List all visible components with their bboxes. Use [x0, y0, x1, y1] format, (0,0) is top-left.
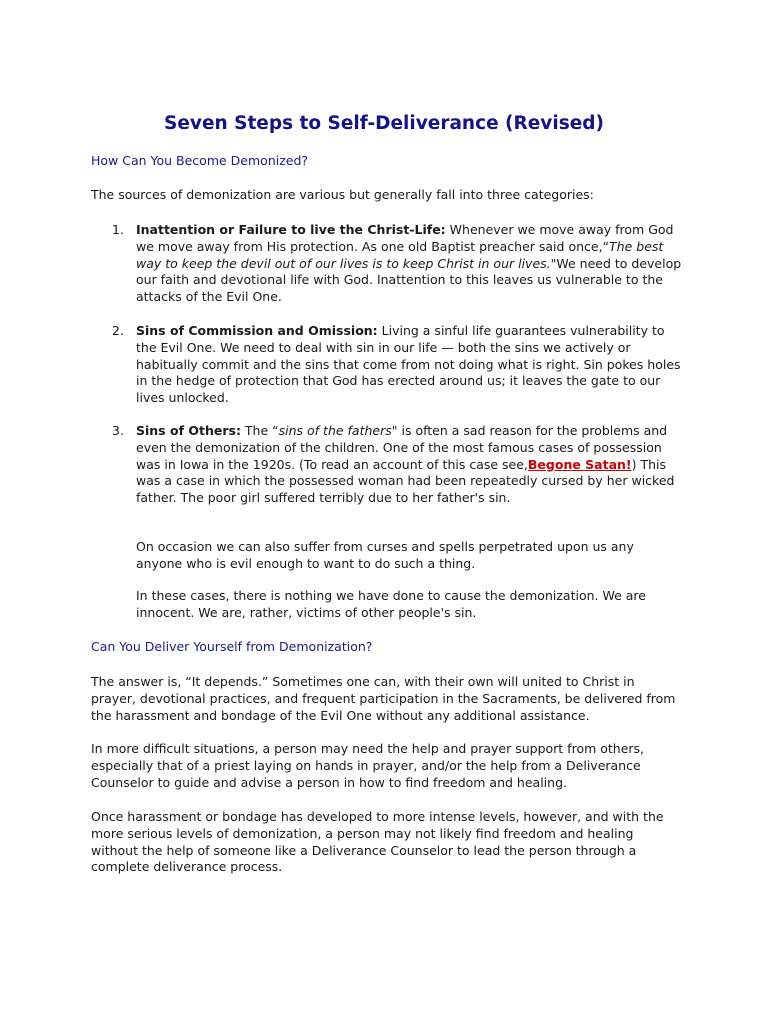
list-number: 1.	[112, 222, 124, 237]
item-term: Sins of Others:	[136, 423, 241, 438]
list-number: 3.	[112, 423, 124, 438]
list-item-body	[136, 222, 684, 306]
item-text: ) This was a case in which the possessed woman had been repeatedly cursed by her wicked father. The poor girl suffered terribly due to her father's sin.	[136, 456, 675, 506]
item-3-paragraph-3: In these cases, there is nothing we have done to cause the demonization. We are innocent. We are, rather, victims of other people's sin.	[136, 588, 646, 620]
item-3-paragraph-2: On occasion we can also suffer from curses and spells perpetrated upon us any anyone who is evil enough to want to do such a thing.	[136, 539, 634, 571]
item-text: " is often a sad reason for the problems and even the demonization of the children. One of the most famous cases of possession was in Iowa in the 1920s. (To read an account of this case see,	[136, 423, 668, 472]
page-title: Seven Steps to Self-Deliverance (Revised)	[164, 113, 604, 134]
difficult-situations-paragraph: In more difficult situations, a person may need the help and prayer support from others, especially that of a priest laying on hands in prayer, and/or the help from a Deliverance Counselor to guide and advise a person in how to find freedom and healing.	[91, 741, 645, 790]
intro-paragraph: The sources of demonization are various but generally fall into three categories:	[91, 187, 594, 202]
item-text: "We need to develop our faith and devotional life with God. Inattention to this leaves us vulnerable to the attacks of the Evil One.	[136, 255, 682, 305]
item-term: Sins of Commission and Omission:	[136, 323, 378, 338]
item-term: Inattention or Failure to live the Christ-Life:	[136, 222, 446, 237]
list-item-body	[136, 323, 684, 407]
list-number: 2.	[112, 323, 124, 338]
begone-satan-link[interactable]: Begone Satan!	[527, 456, 632, 472]
answer-paragraph: The answer is, “It depends.” Sometimes one can, with their own will united to Christ in prayer, devotional practices, and frequent participation in the Sacraments, be delivered from the harassment and bondage of the Evil One without any additional assistance.	[91, 674, 676, 723]
section-heading-deliver-yourself: Can You Deliver Yourself from Demonization?	[91, 639, 373, 654]
item-text: Living a sinful life guarantees vulnerability to the Evil One. We need to deal with sin in our life — both the sins we actively or habitually commit and the sins that come from not doing what is right. Sin pokes holes in the hedge of protection that God has erected around us; it leaves the gate to our lives unlocked.	[136, 323, 681, 406]
item-quote: The best way to keep the devil out of our lives is to keep Christ in our lives.	[136, 238, 664, 271]
item-text: Whenever we move away from God we move away from His protection. As one old Baptist preacher said once,“	[136, 222, 674, 254]
section-heading-become-demonized: How Can You Become Demonized?	[91, 153, 309, 168]
item-quote: sins of the fathers	[278, 423, 392, 438]
intense-levels-paragraph: Once harassment or bondage has developed to more intense levels, however, and with the more serious levels of demonization, a person may not likely find freedom and healing without the help of someone like a Deliverance Counselor to lead the person through a complete deliverance process.	[91, 809, 664, 875]
list-item-body	[136, 423, 684, 507]
item-text: The “	[240, 423, 279, 438]
